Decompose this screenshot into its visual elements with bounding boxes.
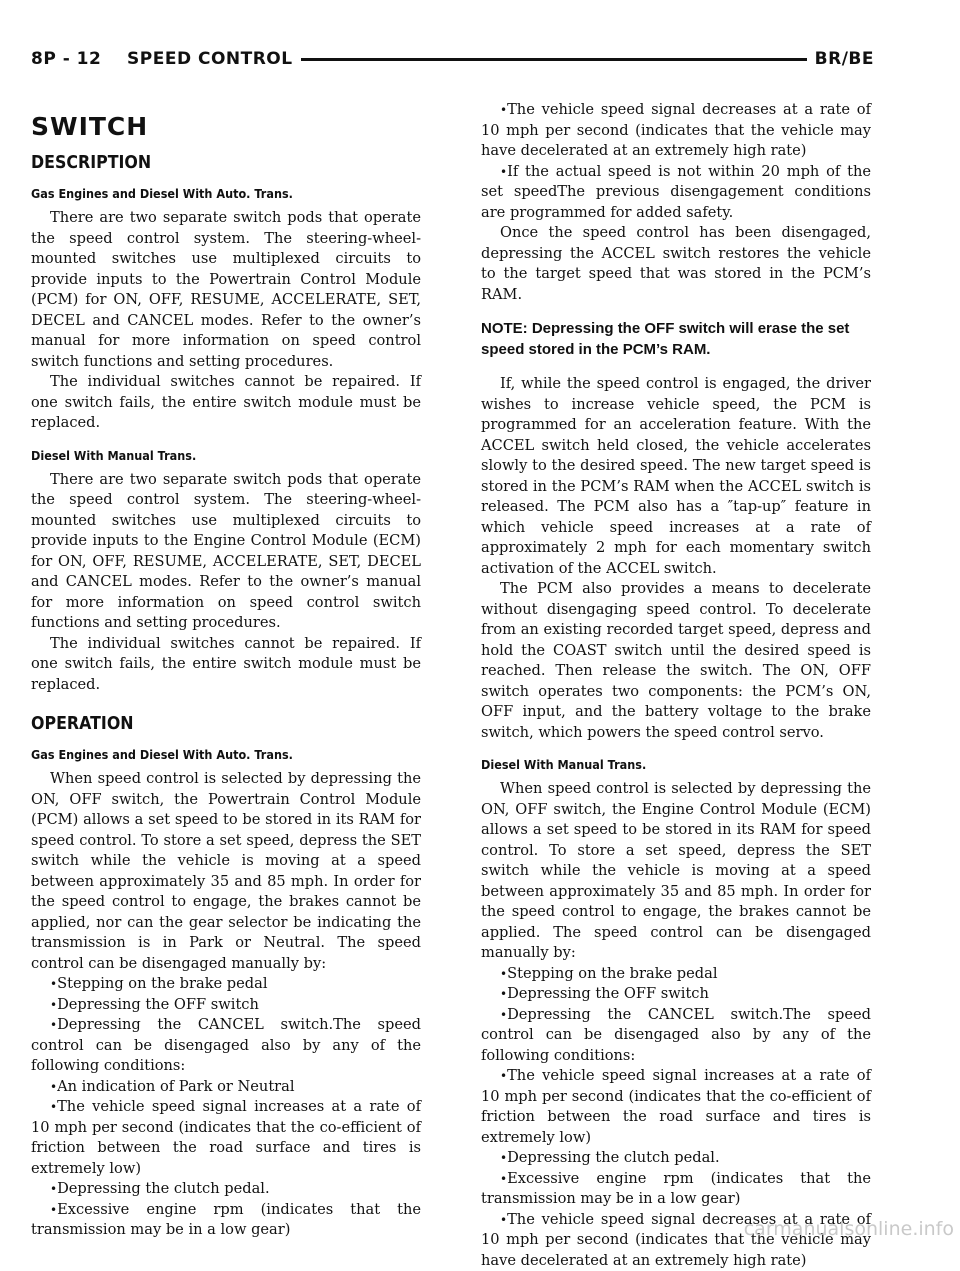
paragraph: The individual switches cannot be repaired. If one switch fails, the entire switch module must be replaced. — [31, 634, 421, 696]
bullet-icon: • — [500, 1213, 507, 1227]
op-manual-subheading: Diesel With Manual Trans. — [481, 757, 832, 773]
bullet-item: •Stepping on the brake pedal — [481, 964, 871, 985]
header-model-code: BR/BE — [807, 48, 874, 70]
bullet-icon: • — [50, 1182, 57, 1196]
page-header — [31, 48, 874, 72]
right-column — [481, 100, 871, 1271]
paragraph: When speed control is selected by depressing the ON, OFF switch, the Powertrain Control Module (PCM) allows a set speed to be stored in its RAM for speed control. To store a set speed, depress the SET switch while the vehicle is moving at a speed between approximately 35 and 85 mph. In order for the speed control to engage, the brakes cannot be applied, nor can the gear selector be indicating the transmission is in Park or Neutral. The speed control can be disengaged manually by: — [31, 769, 421, 974]
paragraph: There are two separate switch pods that operate the speed control system. The steering-wheel-mounted switches use multiplexed circuits to provide inputs to the Powertrain Control Module (PCM) for ON, OFF, RESUME, ACCELERATE, SET, DECEL and CANCEL modes. Refer to the owner’s manual for more information on speed control switch functions and setting procedures. — [31, 208, 421, 372]
bullet-icon: • — [500, 103, 507, 117]
bullet-icon: • — [500, 165, 507, 179]
bullet-icon: • — [50, 1100, 57, 1114]
bullet-item: •The vehicle speed signal increases at a rate of 10 mph per second (indicates that the co-efficient of friction between the road surface and tires is extremely low) — [31, 1097, 421, 1179]
bullet-item: •The vehicle speed signal increases at a rate of 10 mph per second (indicates that the co-efficient of friction between the road surface and tires is extremely low) — [481, 1066, 871, 1148]
paragraph: The individual switches cannot be repaired. If one switch fails, the entire switch module must be replaced. — [31, 372, 421, 434]
bullet-icon: • — [500, 1172, 507, 1186]
bullet-icon: • — [50, 1018, 57, 1032]
bullet-icon: • — [500, 987, 507, 1001]
bullet-icon: • — [50, 1203, 57, 1217]
paragraph: If, while the speed control is engaged, the driver wishes to increase vehicle speed, the PCM is programmed for an acceleration feature. With the ACCEL switch held closed, the vehicle accelerates slowly to the desired speed. The new target speed is stored in the PCM’s RAM when the ACCEL switch is released. The PCM also has a ″tap-up″ feature in which vehicle speed increases at a rate of approximately 2 mph for each momentary switch activation of the ACCEL switch. — [481, 374, 871, 579]
bullet-item: •Depressing the OFF switch — [31, 995, 421, 1016]
op-auto-subheading: Gas Engines and Diesel With Auto. Trans. — [31, 747, 382, 763]
paragraph: The PCM also provides a means to decelerate without disengaging speed control. To decelerate from an existing recorded target speed, depress and hold the COAST switch until the desired speed is reached. Then release the switch. The ON, OFF switch operates two components: the PCM’s ON, OFF input, and the battery voltage to the brake switch, which powers the speed control servo. — [481, 579, 871, 743]
left-column — [31, 108, 421, 1241]
header-section-label: 8P - 12 SPEED CONTROL — [31, 48, 301, 70]
bullet-icon: • — [500, 1069, 507, 1083]
bullet-item: •The vehicle speed signal decreases at a rate of 10 mph per second (indicates that the vehicle may have decelerated at an extremely high rate) — [481, 100, 871, 162]
watermark: carmanualsonline.info — [744, 1218, 954, 1240]
bullet-icon: • — [50, 998, 57, 1012]
page-title: SWITCH — [31, 112, 421, 142]
operation-heading: OPERATION — [31, 713, 374, 735]
description-heading: DESCRIPTION — [31, 152, 374, 174]
bullet-item: •Depressing the clutch pedal. — [31, 1179, 421, 1200]
bullet-icon: • — [500, 1151, 507, 1165]
bullet-icon: • — [500, 1008, 507, 1022]
desc-manual-subheading: Diesel With Manual Trans. — [31, 448, 382, 464]
bullet-item: •Excessive engine rpm (indicates that the transmission may be in a low gear) — [31, 1200, 421, 1241]
bullet-item: •An indication of Park or Neutral — [31, 1077, 421, 1098]
paragraph: Once the speed control has been disengaged, depressing the ACCEL switch restores the vehicle to the target speed that was stored in the PCM’s RAM. — [481, 223, 871, 305]
bullet-item: •Depressing the CANCEL switch.The speed control can be disengaged also by any of the following conditions: — [31, 1015, 421, 1077]
bullet-item: •Depressing the CANCEL switch.The speed control can be disengaged also by any of the following conditions: — [481, 1005, 871, 1067]
bullet-icon: • — [500, 967, 507, 981]
note-text: NOTE: Depressing the OFF switch will erase the set speed stored in the PCM’s RAM. — [481, 319, 871, 360]
bullet-item: •Stepping on the brake pedal — [31, 974, 421, 995]
desc-auto-subheading: Gas Engines and Diesel With Auto. Trans. — [31, 186, 382, 202]
paragraph: When speed control is selected by depressing the ON, OFF switch, the Engine Control Module (ECM) allows a set speed to be stored in its RAM for speed control. To store a set speed, depress the SET switch while the vehicle is moving at a speed between approximately 35 and 85 mph. In order for the speed control to engage, the brakes cannot be applied. The speed control can be disengaged manually by: — [481, 779, 871, 964]
bullet-item: •If the actual speed is not within 20 mph of the set speedThe previous disengagement conditions are programmed for added safety. — [481, 162, 871, 224]
bullet-item: •The vehicle speed signal decreases at a rate of 10 mph per second (indicates that the vehicle may have decelerated at an extremely high rate) — [481, 1210, 871, 1271]
paragraph: There are two separate switch pods that operate the speed control system. The steering-wheel-mounted switches use multiplexed circuits to provide inputs to the Engine Control Module (ECM) for ON, OFF, RESUME, ACCELERATE, SET, DECEL and CANCEL modes. Refer to the owner’s manual for more information on speed control switch functions and setting procedures. — [31, 470, 421, 634]
bullet-item: •Depressing the clutch pedal. — [481, 1148, 871, 1169]
bullet-icon: • — [50, 1080, 57, 1094]
bullet-icon: • — [50, 977, 57, 991]
bullet-item: •Excessive engine rpm (indicates that the transmission may be in a low gear) — [481, 1169, 871, 1210]
bullet-item: •Depressing the OFF switch — [481, 984, 871, 1005]
